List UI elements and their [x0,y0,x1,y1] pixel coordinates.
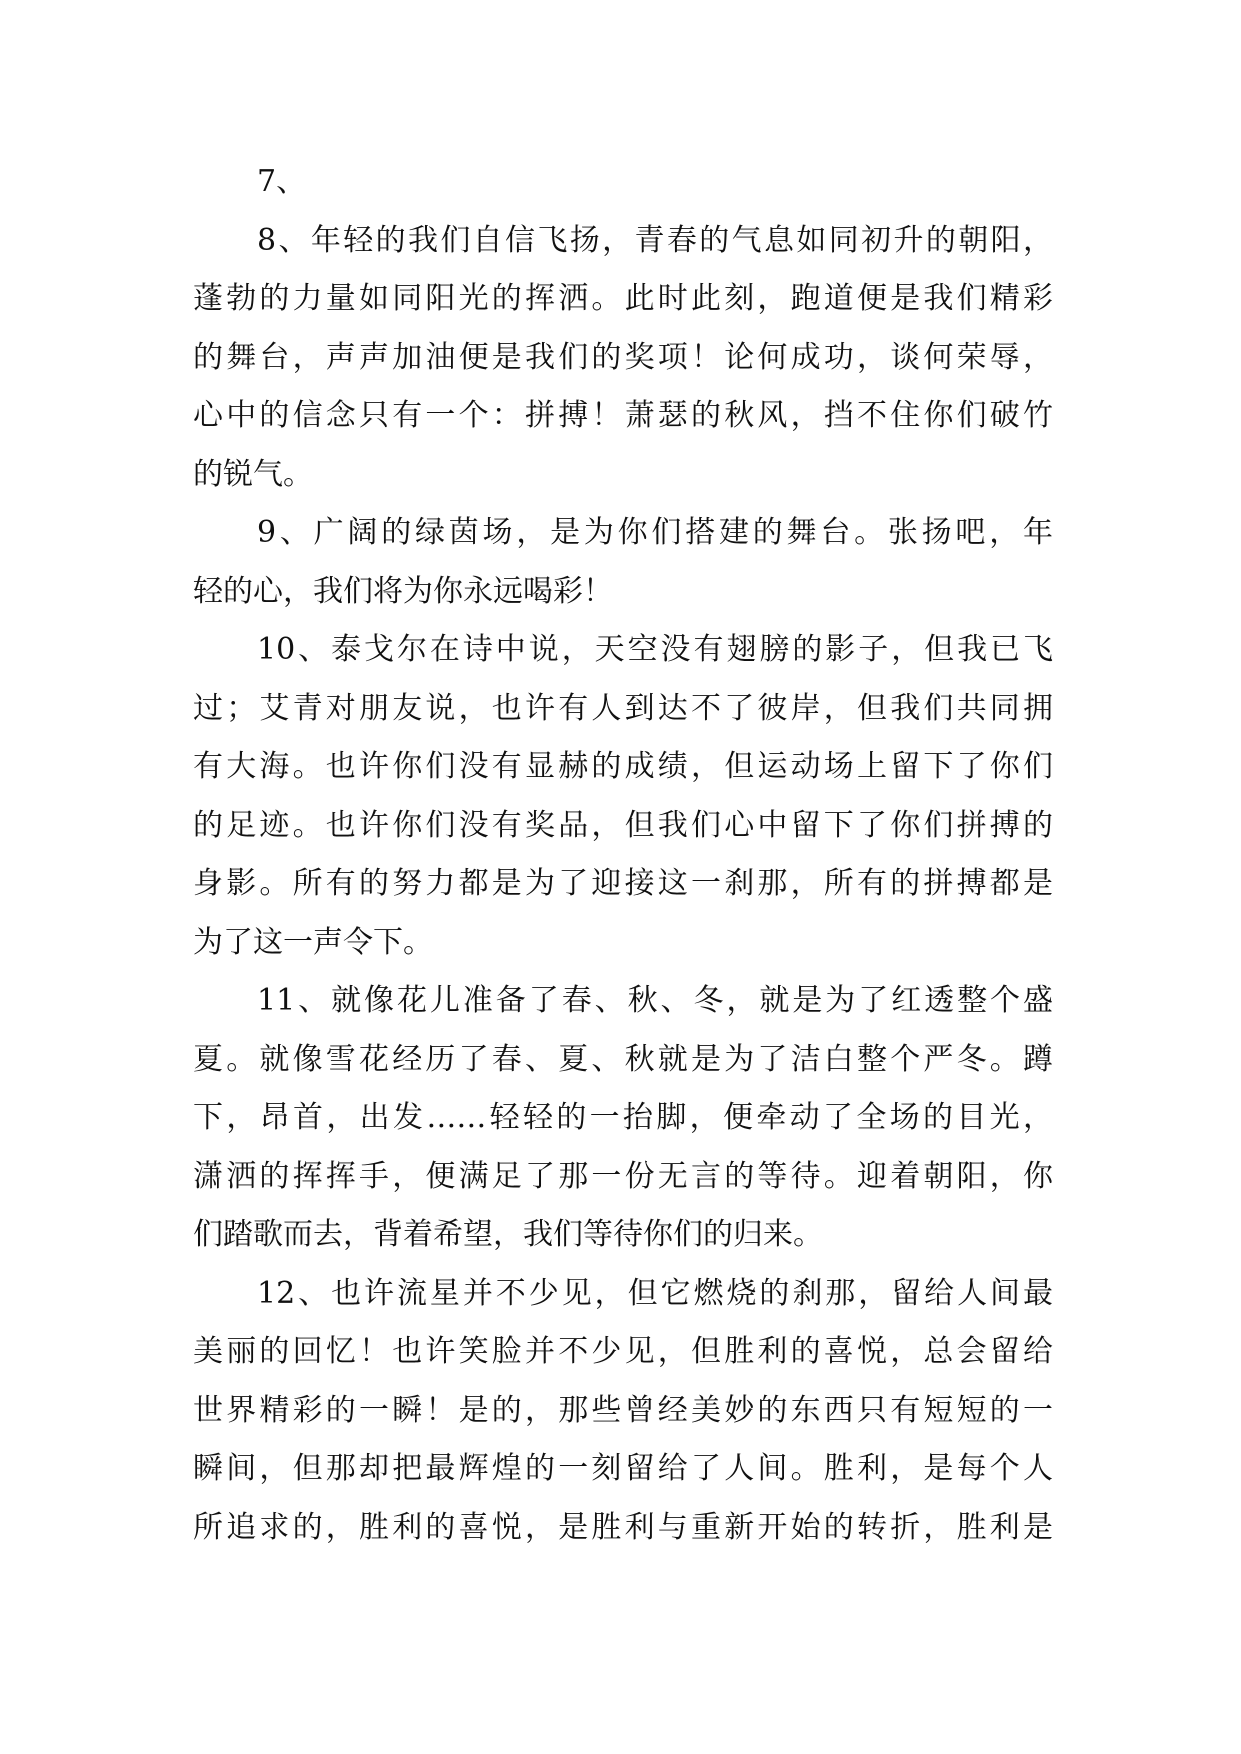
paragraph-8 [193,212,1053,505]
text-line: 心中的信念只有一个：拼搏！萧瑟的秋风，挡不住你们破竹 [193,398,1053,433]
text-line: 11、就像花儿准备了春、秋、冬，就是为了红透整个盛 [257,983,1053,1018]
text-line: 9、广阔的绿茵场，是为你们搭建的舞台。张扬吧，年 [257,515,1053,550]
text-line: 所追求的，胜利的喜悦，是胜利与重新开始的转折，胜利是 [193,1509,1053,1545]
text-line: 们踏歌而去，背着希望，我们等待你们的归来。 [193,1217,823,1252]
text-line: 7、 [257,164,307,199]
text-line: 8、年轻的我们自信飞扬，青春的气息如同初升的朝阳， [257,222,1053,258]
paragraph-9 [193,504,1053,621]
text-line: 的舞台，声声加油便是我们的奖项！论何成功，谈何荣辱， [193,339,1053,375]
text-line: 世界精彩的一瞬！是的，那些曾经美妙的东西只有短短的一 [193,1392,1053,1428]
text-line: 下，昂首，出发……轻轻的一抬脚，便牵动了全场的目光， [193,1100,1053,1135]
text-line: 过；艾青对朋友说，也许有人到达不了彼岸，但我们共同拥 [193,690,1053,726]
text-line: 10、泰戈尔在诗中说，天空没有翅膀的影子，但我已飞 [257,632,1053,667]
document-body [193,153,1053,1557]
text-line: 蓬勃的力量如同阳光的挥洒。此时此刻，跑道便是我们精彩 [193,281,1053,316]
text-line: 潇洒的挥挥手，便满足了那一份无言的等待。迎着朝阳，你 [193,1158,1053,1194]
paragraph-11 [193,972,1053,1265]
text-line: 夏。就像雪花经历了春、夏、秋就是为了洁白整个严冬。蹲 [193,1041,1053,1077]
paragraph-7 [193,153,1053,212]
text-line: 的足迹。也许你们没有奖品，但我们心中留下了你们拼搏的 [193,807,1053,843]
text-line: 的锐气。 [193,456,313,492]
text-line: 轻的心，我们将为你永远喝彩！ [193,573,613,609]
text-line: 身影。所有的努力都是为了迎接这一刹那，所有的拼搏都是 [193,866,1053,901]
paragraph-12 [193,1265,1053,1558]
text-line: 为了这一声令下。 [193,924,433,960]
text-line: 瞬间，但那却把最辉煌的一刻留给了人间。胜利，是每个人 [193,1451,1053,1486]
text-line: 12、也许流星并不少见，但它燃烧的刹那，留给人间最 [257,1275,1053,1311]
paragraph-10 [193,621,1053,972]
text-line: 美丽的回忆！也许笑脸并不少见，但胜利的喜悦，总会留给 [193,1334,1053,1369]
text-line: 有大海。也许你们没有显赫的成绩，但运动场上留下了你们 [193,749,1053,784]
